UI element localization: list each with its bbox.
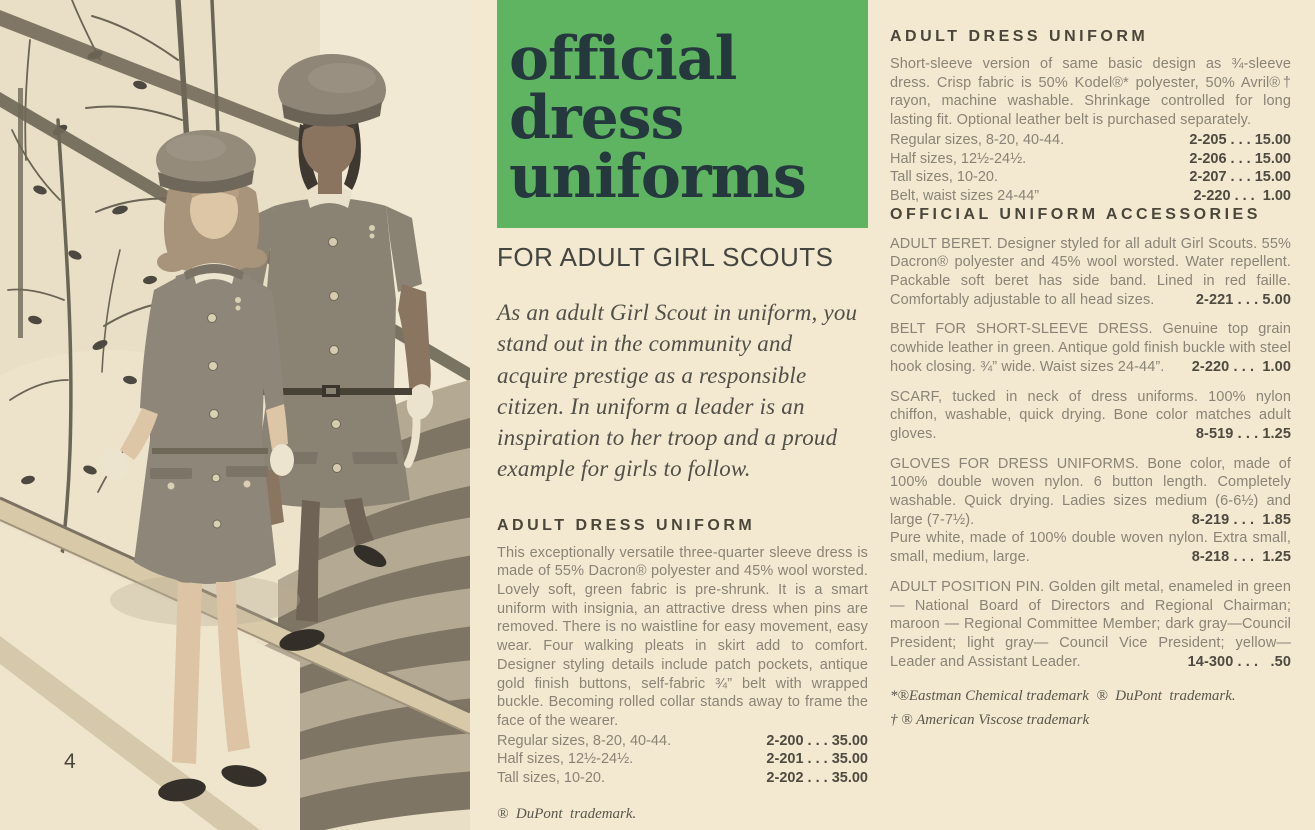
title-line-2: dress — [509, 82, 684, 153]
photo-uniform-models — [0, 0, 470, 830]
catalog-number-and-price: 2-202 . . . 35.00 — [766, 770, 868, 787]
catalog-number-and-price: 2-201 . . . 35.00 — [766, 751, 868, 768]
size-price-row — [497, 750, 868, 769]
catalog-number-and-price: 2-200 . . . 35.00 — [766, 732, 868, 749]
size-price-row — [890, 150, 1291, 169]
catalog-number-and-price: 2-221 . . . 5.00 — [1195, 291, 1291, 308]
size-label: Tall sizes, 10-20. — [497, 770, 605, 787]
dress-description: This exceptionally versatile three-quarter sleeve dress is made of 55% Dacron® polyester and 45% wool worsted. Lovely soft, green fabric is pre-shrunk. It is a smart uniform with insignia, an attractive dress when pins are removed. There is no waistline for easy movement, easy wear. Four walking pleats in skirt add to comfort. Designer styling details include patch pockets, antique gold finish buttons, self-fabric ¾” belt with wrapped buckle. Becoming rolled collar stands away to frame the face of the wearer. — [497, 544, 868, 729]
size-label: Tall sizes, 10-20. — [890, 169, 998, 186]
accessory-description: ADULT POSITION PIN. Golden gilt metal, enameled in green — National Board of Directors and Regional Chairman; maroon — Regional Committee Member; dark gray—Council President; light gray— Council Vice President; yellow—Leader and Assistant Leader. — [890, 578, 1291, 670]
accessory-item — [890, 235, 1291, 310]
short-sleeve-description: Short-sleeve version of same basic design as ¾-sleeve dress. Crisp fabric is 50% Kodel®* polyester, 50% Avril®† rayon, machine washable. Shrinkage controlled for long lasting fit. Optional leather belt is purchased separately. — [890, 56, 1291, 129]
accessory-item — [890, 578, 1291, 672]
catalog-number-and-price: 8-219 . . . 1.85 — [1191, 511, 1291, 528]
catalog-number-and-price: 2-220 . . . 1.00 — [1191, 358, 1291, 375]
size-label: Half sizes, 12½-24½. — [497, 751, 634, 768]
size-price-row — [890, 187, 1291, 206]
accessory-description: GLOVES FOR DRESS UNIFORMS. Bone color, made of 100% double woven nylon. 6 button length. Completely washable. Quick drying. Ladies sizes medium (6-6½) and large (7-7½). — [890, 455, 1291, 528]
title-banner — [497, 0, 868, 228]
accessories-list — [890, 235, 1291, 672]
right-column — [890, 28, 1291, 732]
accessory-item — [890, 388, 1291, 444]
catalog-number-and-price: 8-519 . . . 1.25 — [1195, 425, 1291, 442]
intro-paragraph: As an adult Girl Scout in uniform, you stand out in the community and acquire prestige as a responsible citizen. In uniform a leader is an inspiration to her troop and a proud example for girls to follow. — [497, 300, 858, 482]
title-line-3: uniforms — [509, 141, 806, 212]
page-number: 4 — [64, 750, 77, 773]
accessory-description: Pure white, made of 100% double woven nylon. Extra small, small, medium, large. — [890, 530, 1291, 566]
accessory-item — [890, 455, 1291, 530]
footnote-line-1: *®Eastman Chemical trademark ® DuPont trademark. — [890, 688, 1236, 705]
accessory-item — [890, 320, 1291, 376]
size-label: Regular sizes, 8-20, 40-44. — [890, 131, 1065, 148]
catalog-number-and-price: 8-218 . . . 1.25 — [1191, 549, 1291, 566]
section-heading-adult-dress-uniform: ADULT DRESS UNIFORM — [497, 516, 756, 534]
size-price-row — [890, 131, 1291, 150]
size-price-list — [497, 732, 868, 788]
accessory-description: BELT FOR SHORT-SLEEVE DRESS. Genuine top grain cowhide leather in green. Antique gold finish buckle with steel hook closing. ¾” wide. Waist sizes 24-44”. — [890, 321, 1291, 375]
size-label: Regular sizes, 8-20, 40-44. — [497, 732, 672, 749]
size-price-row — [890, 168, 1291, 187]
white-glove-icon — [270, 444, 294, 476]
page-subtitle: FOR ADULT GIRL SCOUTS — [497, 242, 834, 272]
title-line-1: official — [509, 24, 737, 94]
section-heading-accessories: OFFICIAL UNIFORM ACCESSORIES — [890, 205, 1261, 223]
middle-column — [497, 0, 868, 823]
catalog-number-and-price: 2-207 . . . 15.00 — [1189, 169, 1291, 186]
accessory-description: SCARF, tucked in neck of dress uniforms. 100% nylon chiffon, washable, quick drying. Bone color matches adult gloves. — [890, 388, 1291, 442]
catalog-number-and-price: 2-206 . . . 15.00 — [1189, 150, 1291, 167]
catalog-number-and-price: 2-220 . . . 1.00 — [1193, 187, 1291, 204]
size-price-row — [497, 732, 868, 751]
size-price-list — [890, 131, 1291, 206]
photo-illustration — [0, 0, 470, 830]
accessory-item — [890, 529, 1291, 566]
size-label: Belt, waist sizes 24-44” — [890, 187, 1040, 204]
size-price-row — [497, 769, 868, 788]
footnote-line-2: † ® American Viscose trademark — [890, 711, 1090, 728]
accessory-description: ADULT BERET. Designer styled for all adult Girl Scouts. 55% Dacron® polyester and 45% wool worsted. Water repellent. Packable soft beret has side band. Lined in red faille. Comfortably adjustable to all head sizes. — [890, 235, 1291, 308]
catalog-number-and-price: 14-300 . . . .50 — [1187, 653, 1291, 670]
catalog-number-and-price: 2-205 . . . 15.00 — [1189, 131, 1291, 148]
section-heading-adult-dress-uniform-short: ADULT DRESS UNIFORM — [890, 28, 1149, 45]
trademark-note: ® DuPont trademark. — [497, 805, 637, 822]
footnotes — [890, 685, 1291, 732]
size-label: Half sizes, 12½-24½. — [890, 150, 1027, 167]
